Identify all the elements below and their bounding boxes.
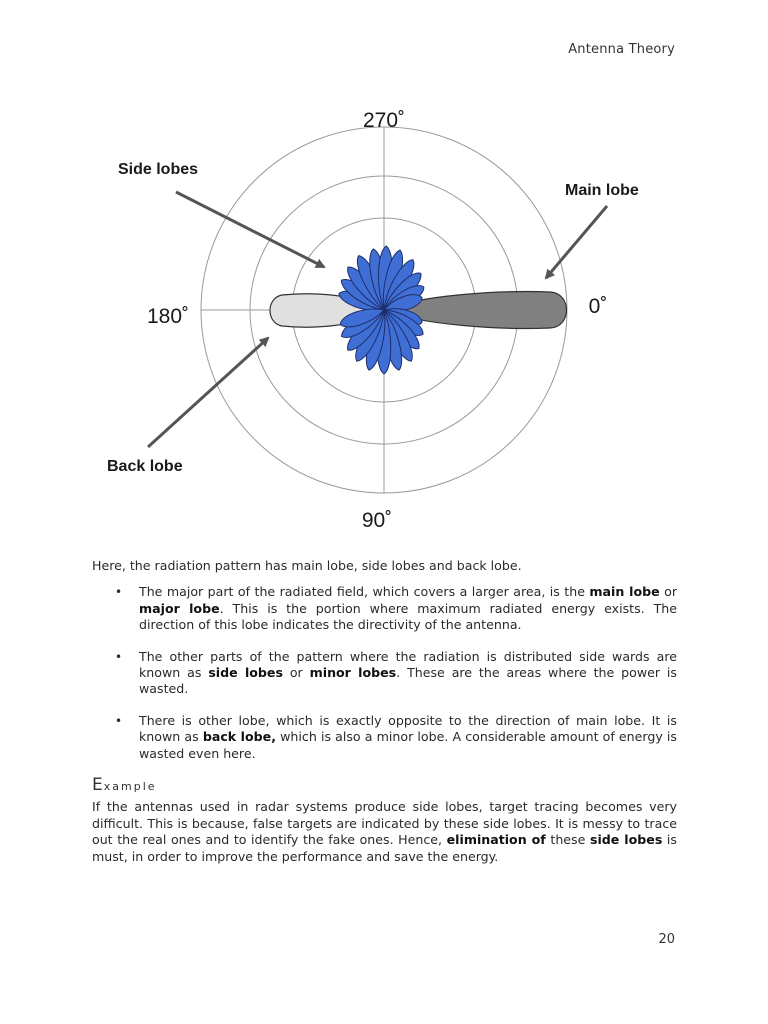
radiation-pattern-diagram — [0, 95, 768, 545]
bullet-dot: • — [115, 713, 123, 728]
arrow-back-lobe — [148, 338, 268, 447]
bullet-side-lobes: • The other parts of the pattern where the radiation is distributed side wards are known as side lobes or minor lobes. These are the areas where the power is wasted. — [115, 648, 677, 697]
example-heading: Example — [92, 775, 157, 796]
body-text — [92, 558, 677, 865]
angle-label-270: 270˚ — [362, 109, 406, 132]
angle-label-0: 0˚ — [588, 295, 608, 318]
bullet-main-lobe: • The major part of the radiated field, which covers a larger area, is the main lobe or major lobe. This is the portion where maximum radiated energy exists. The direction of this lobe indicates the directivity of the antenna. — [115, 584, 677, 633]
callout-main-lobe: Main lobe — [565, 182, 639, 199]
example-paragraph: If the antennas used in radar systems produce side lobes, target tracing becomes very difficult. This is because, false targets are indicated by these side lobes. It is messy to trace out the real ones and to identify the fake ones. Hence, elimination of these side lobes is must, in order to improve the performance and save the energy. — [92, 799, 677, 864]
angle-label-180: 180˚ — [146, 305, 190, 328]
intro-paragraph: Here, the radiation pattern has main lobe, side lobes and back lobe. — [92, 558, 522, 573]
bullet-back-lobe: • There is other lobe, which is exactly opposite to the direction of main lobe. It is known as back lobe, which is also a minor lobe. A considerable amount of energy is wasted even here. — [115, 712, 677, 761]
bullet-dot: • — [115, 585, 123, 600]
running-header: Antenna Theory — [568, 42, 675, 57]
arrow-side-lobes — [176, 192, 324, 267]
radiation-pattern-figure — [0, 95, 768, 545]
bullet-dot: • — [115, 649, 123, 664]
callout-back-lobe: Back lobe — [107, 458, 183, 475]
angle-label-90: 90˚ — [361, 509, 393, 532]
page-number: 20 — [658, 932, 675, 947]
arrow-main-lobe — [546, 206, 607, 278]
callout-side-lobes: Side lobes — [118, 161, 199, 178]
lobe-bullet-list — [92, 584, 677, 762]
